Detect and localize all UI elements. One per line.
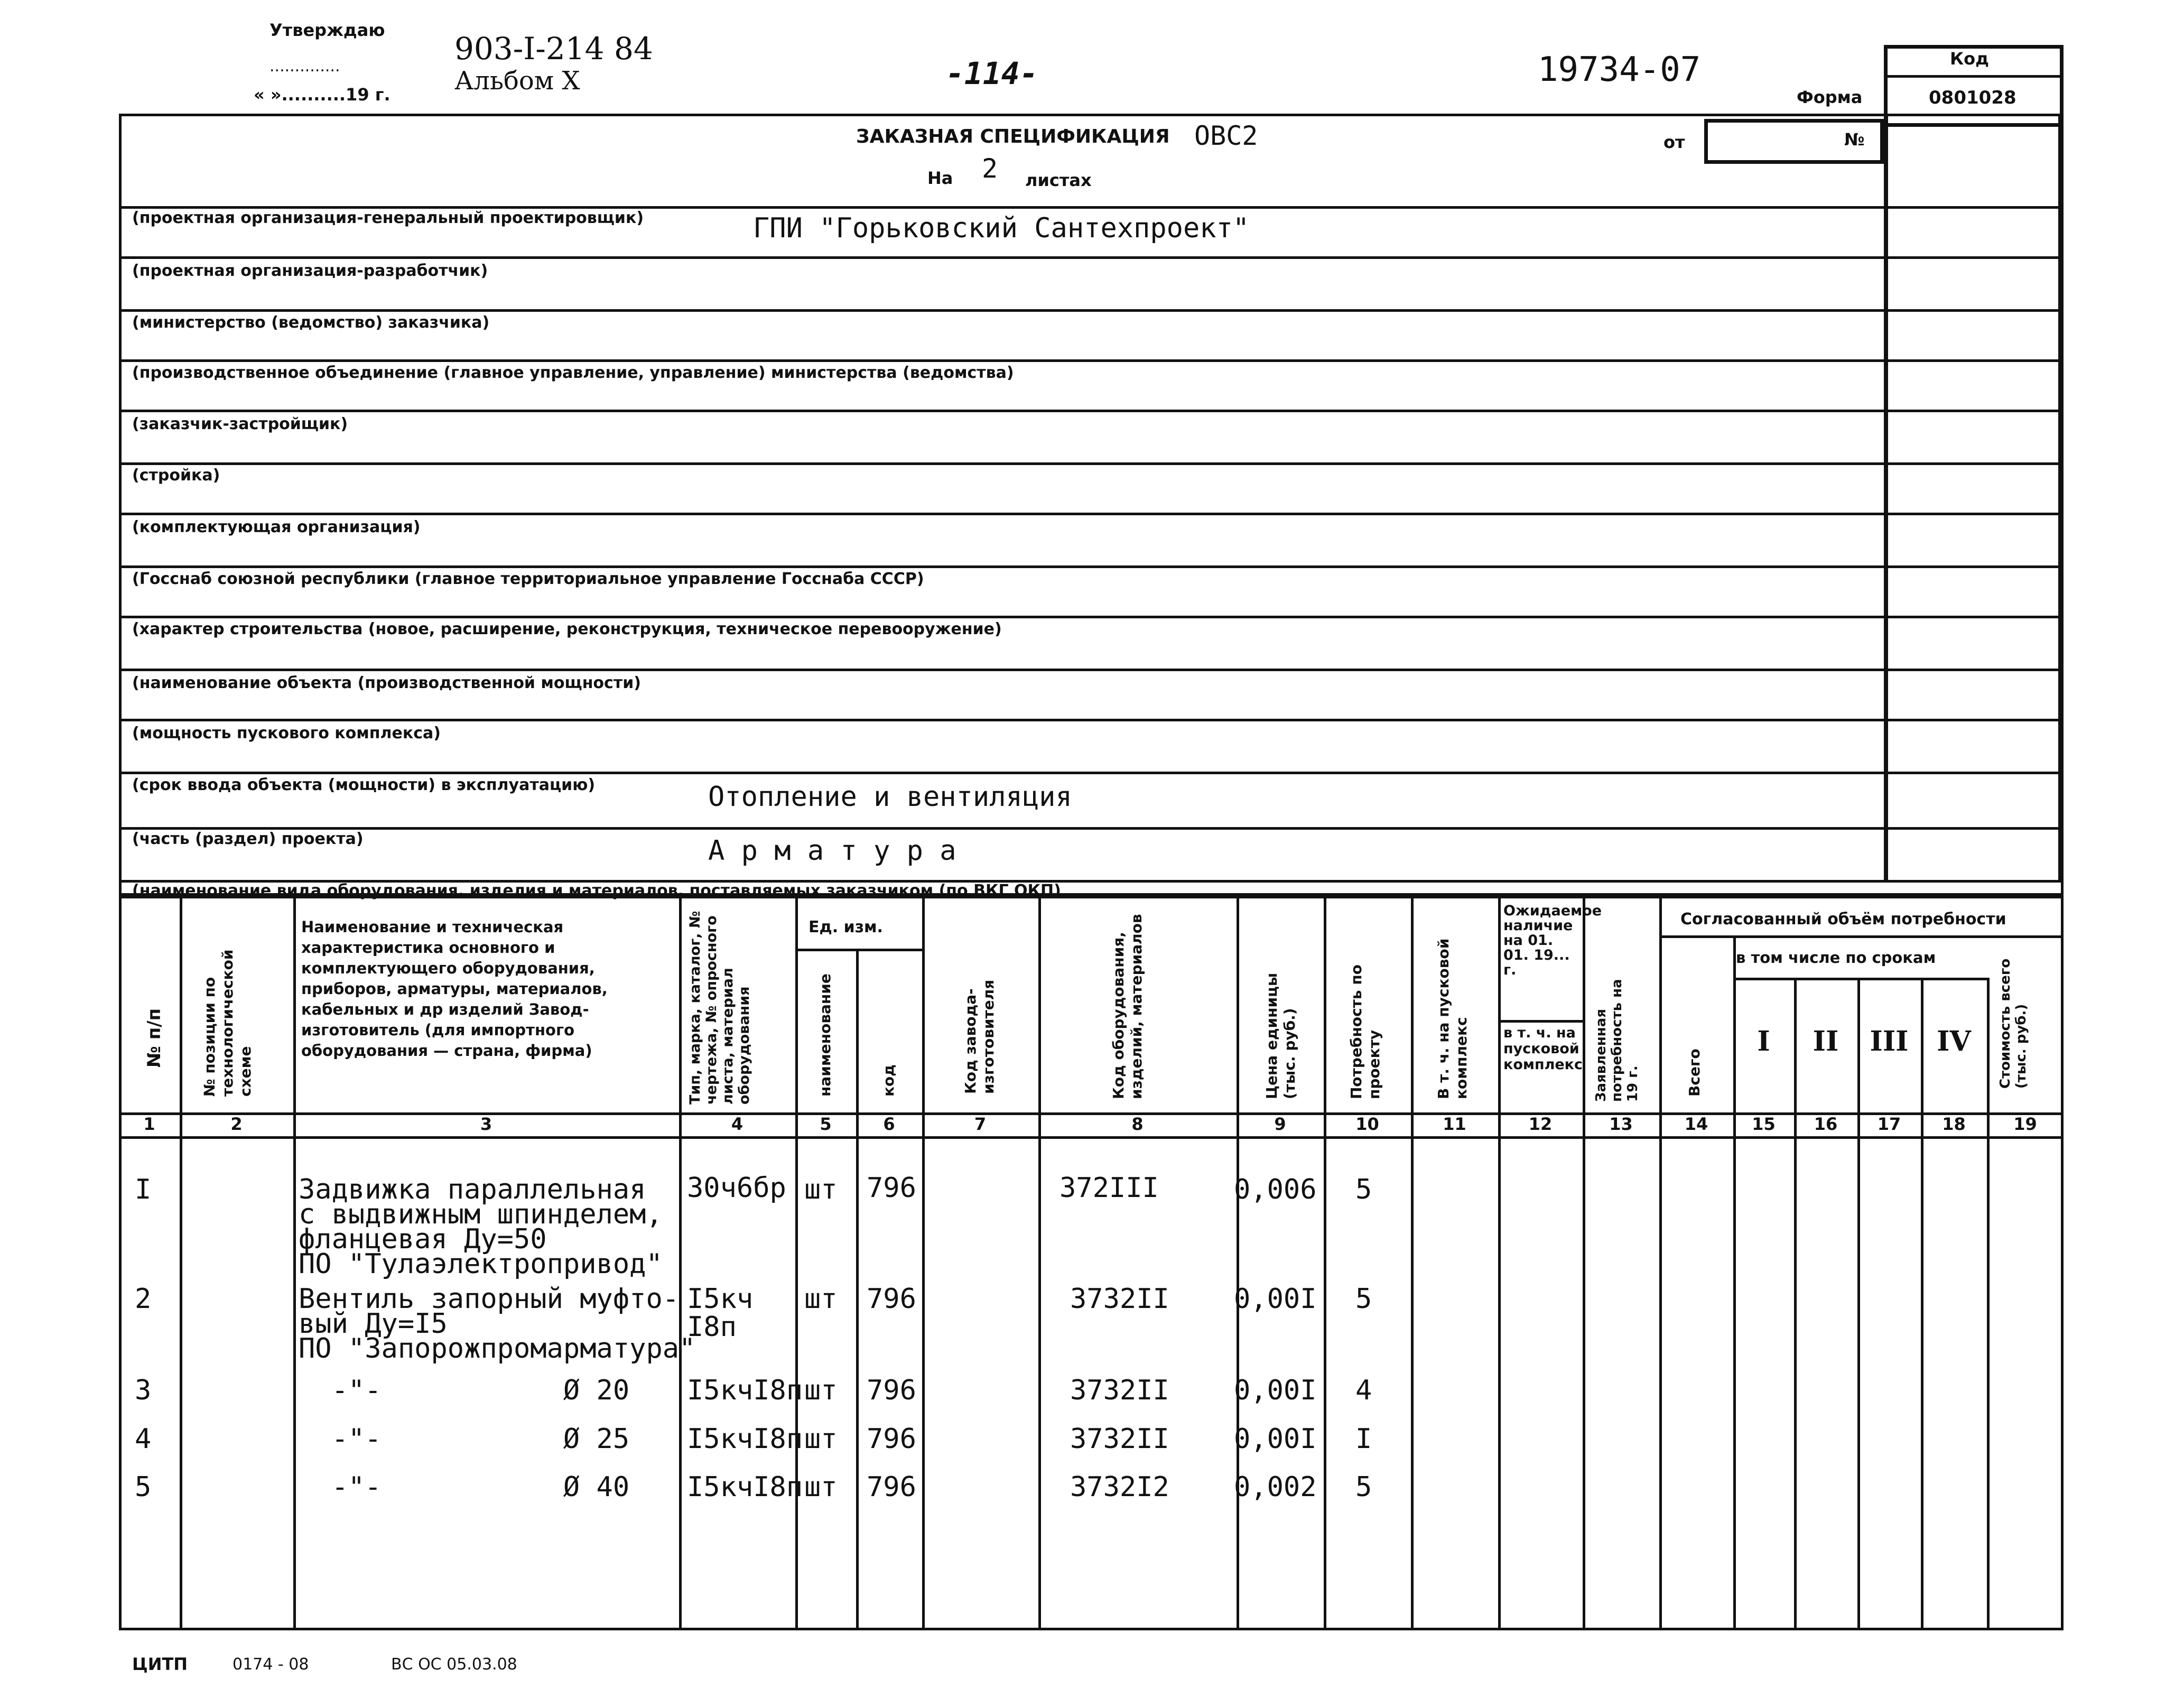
col-number: 14 — [1684, 1114, 1708, 1134]
item-need: 4 — [1355, 1375, 1372, 1406]
col-number: 10 — [1355, 1114, 1379, 1134]
col-number: 6 — [883, 1114, 895, 1134]
item-name: ПО "Тулаэлектропривод" — [299, 1248, 663, 1280]
col-header-3: Наименование и техническая характеристика основного и комплектующего оборудования, приборов, арматуры, материалов, кабельных и др изделий Завод-изготовитель (для импортного оборудования — страна, фирма) — [301, 918, 608, 1060]
item-need: 5 — [1355, 1471, 1372, 1503]
footer-code: ВС ОС 05.03.08 — [391, 1655, 517, 1674]
sheets-prefix: На — [927, 168, 953, 188]
from-label: от — [1663, 132, 1685, 152]
row-number: 5 — [135, 1471, 152, 1503]
col-header-12-bottom: в т. ч. на пусковой комплекс — [1503, 1025, 1583, 1073]
field-label-object-name: (наименование объекта (производственной мощности) — [132, 674, 641, 692]
field-value-general-designer: ГПИ "Горьковский Сантехпроект" — [753, 212, 1250, 244]
item-need: 5 — [1355, 1174, 1372, 1205]
col-number: 8 — [1131, 1114, 1144, 1134]
col-number: 19 — [2013, 1114, 2037, 1134]
field-label-ministry: (министерство (ведомство) заказчика) — [132, 313, 490, 332]
album-label: Альбом X — [454, 66, 580, 96]
item-unit-code: 796 — [867, 1375, 916, 1406]
item-unit-code: 796 — [867, 1471, 916, 1503]
field-value-commissioning: Отопление и вентиляция — [708, 781, 1072, 813]
col-number: 18 — [1942, 1114, 1966, 1134]
item-type: I5кчI8п — [687, 1423, 803, 1455]
code-label: Код — [1950, 49, 1989, 69]
item-name: -"- Ø 20 — [299, 1375, 630, 1406]
item-unit-code: 796 — [867, 1283, 916, 1315]
col-header-16: II — [1813, 1025, 1839, 1057]
col-number: 7 — [974, 1114, 987, 1134]
col-header-12-top: Ожидаемое наличие на 01. 01. 19... г. — [1503, 903, 1602, 978]
forma-code: 0801028 — [1929, 87, 2016, 108]
item-unit: шт — [804, 1423, 838, 1455]
field-label-capacity: (мощность пускового комплекса) — [132, 724, 441, 743]
col-number: 5 — [820, 1114, 832, 1134]
spec-code: ОВС2 — [1194, 120, 1258, 151]
item-unit: шт — [804, 1471, 838, 1503]
col-header-7: Код завода-изготовителя — [962, 979, 997, 1094]
forma-label: Форма — [1797, 87, 1863, 107]
item-unit-code: 796 — [867, 1172, 916, 1204]
col-number: 9 — [1274, 1114, 1286, 1134]
item-unit-code: 796 — [867, 1423, 916, 1455]
period-group-header: в том числе по срокам — [1736, 949, 1936, 967]
col-header-8: Код оборудования, изделий, материалов — [1110, 914, 1145, 1099]
item-unit: шт — [804, 1375, 838, 1406]
col-number: 1 — [143, 1114, 155, 1134]
item-name: фланцевая Ду=50 — [299, 1223, 547, 1255]
item-name: с выдвижным шпинделем, — [299, 1199, 663, 1230]
field-label-construction-type: (характер строительства (новое, расширение, реконструкция, техническое перевооружение) — [132, 620, 1002, 638]
col-header-17: III — [1870, 1025, 1909, 1057]
field-label-gossnab: (Госснаб союзной республики (главное территориальное управление Госснаба СССР) — [132, 570, 924, 588]
spec-title: ЗАКАЗНАЯ СПЕЦИФИКАЦИЯ — [856, 126, 1170, 147]
col-header-11: В т. ч. на пусковой комплекс — [1435, 938, 1470, 1099]
item-name: ПО "Запорожпромарматура" — [299, 1333, 696, 1365]
item-type: 30ч6бр — [687, 1172, 786, 1204]
item-price: 0,006 — [1234, 1174, 1317, 1205]
row-number: 2 — [135, 1283, 152, 1315]
item-type: I5кчI8п — [687, 1375, 803, 1406]
field-label-developer: (проектная организация-разработчик) — [132, 262, 488, 280]
col-header-15: I — [1757, 1025, 1770, 1057]
col-number: 13 — [1609, 1114, 1633, 1134]
col-header-1: № п/п — [144, 1008, 165, 1068]
col-header-14: Всего — [1686, 1049, 1703, 1097]
item-equipment-code: 372III — [1060, 1172, 1159, 1204]
row-number: 4 — [135, 1423, 152, 1455]
col-number: 15 — [1752, 1114, 1776, 1134]
page-number: -114- — [946, 55, 1038, 91]
item-price: 0,00I — [1234, 1375, 1317, 1406]
field-label-supply-org: (комплектующая организация) — [132, 518, 421, 536]
field-label-project-part: (часть (раздел) проекта) — [132, 830, 364, 848]
item-name: Задвижка параллельная — [299, 1174, 646, 1205]
col-header-13: Заявленная потребность на 19 г. — [1593, 979, 1641, 1102]
field-label-customer: (заказчик-застройщик) — [132, 415, 348, 433]
item-equipment-code: 3732I2 — [1070, 1471, 1169, 1503]
unit-group-header: Ед. изм. — [808, 918, 883, 936]
item-equipment-code: 3732II — [1070, 1375, 1169, 1406]
field-label-production-union: (производственное объединение (главное управление, управление) министерства (ведомства) — [132, 364, 1014, 382]
row-number: 3 — [135, 1375, 152, 1406]
item-unit: шт — [804, 1174, 838, 1205]
col-header-2: № позиции по технологической схеме — [201, 949, 254, 1097]
col-header-10: Потребность по проекту — [1347, 964, 1383, 1099]
approval-date: « »..........19 г. — [254, 85, 391, 105]
col-header-18: IV — [1937, 1025, 1971, 1057]
item-name: вый Ду=I5 — [299, 1308, 448, 1340]
item-price: 0,002 — [1234, 1471, 1317, 1503]
col-number: 4 — [731, 1114, 744, 1134]
field-value-project-part: А р м а т у р а — [708, 835, 956, 867]
item-type: I5кч — [687, 1283, 754, 1315]
item-name: -"- Ø 40 — [299, 1471, 630, 1503]
item-type: I8п — [687, 1311, 737, 1343]
col-number: 16 — [1814, 1114, 1838, 1134]
field-label-commissioning: (срок ввода объекта (мощности) в эксплуатацию) — [132, 776, 596, 794]
approval-dots: .............. — [269, 57, 340, 76]
item-price: 0,00I — [1234, 1423, 1317, 1455]
field-label-general-designer: (проектная организация-генеральный проектировщик) — [132, 209, 644, 227]
item-equipment-code: 3732II — [1070, 1283, 1169, 1315]
col-number: 3 — [480, 1114, 492, 1134]
field-label-equipment-type: (наименование вида оборудования, изделия и материалов, поставляемых заказчиком (по ВКГ ОКП) — [132, 882, 1061, 900]
sheets-suffix: листах — [1025, 170, 1092, 190]
item-name: Вентиль запорный муфто- — [299, 1283, 680, 1315]
item-price: 0,00I — [1234, 1283, 1317, 1315]
item-name: -"- Ø 25 — [299, 1423, 630, 1455]
footer-number: 0174 - 08 — [233, 1655, 309, 1674]
agreed-group-header: Согласованный объём потребности — [1680, 910, 2006, 929]
col-header-9: Цена единицы (тыс. руб.) — [1263, 972, 1298, 1099]
col-number: 17 — [1877, 1114, 1901, 1134]
number-label: № — [1844, 129, 1865, 150]
inventory-number: 19734-07 — [1538, 50, 1701, 89]
col-number: 12 — [1528, 1114, 1553, 1134]
footer-org: ЦИТП — [132, 1654, 188, 1674]
col-header-5: наименование — [816, 973, 834, 1097]
approval-title: Утверждаю — [269, 20, 385, 40]
project-number: 903-I-214 84 — [454, 31, 653, 67]
item-type: I5кчI8п — [687, 1471, 803, 1503]
item-need: I — [1355, 1423, 1372, 1455]
field-label-construction: (стройка) — [132, 466, 220, 485]
item-need: 5 — [1355, 1283, 1372, 1315]
item-unit: шт — [804, 1283, 838, 1315]
sheets-value: 2 — [982, 153, 998, 184]
col-header-6: код — [880, 1064, 897, 1097]
col-header-4: Тип, марка, каталог, № чертежа, № опросного листа, материал оборудования — [687, 911, 752, 1105]
col-number: 2 — [230, 1114, 243, 1134]
item-equipment-code: 3732II — [1070, 1423, 1169, 1455]
col-header-19: Стоимость всего (тыс. руб.) — [1997, 958, 2029, 1089]
col-number: 11 — [1443, 1114, 1466, 1134]
row-number: I — [135, 1174, 152, 1205]
